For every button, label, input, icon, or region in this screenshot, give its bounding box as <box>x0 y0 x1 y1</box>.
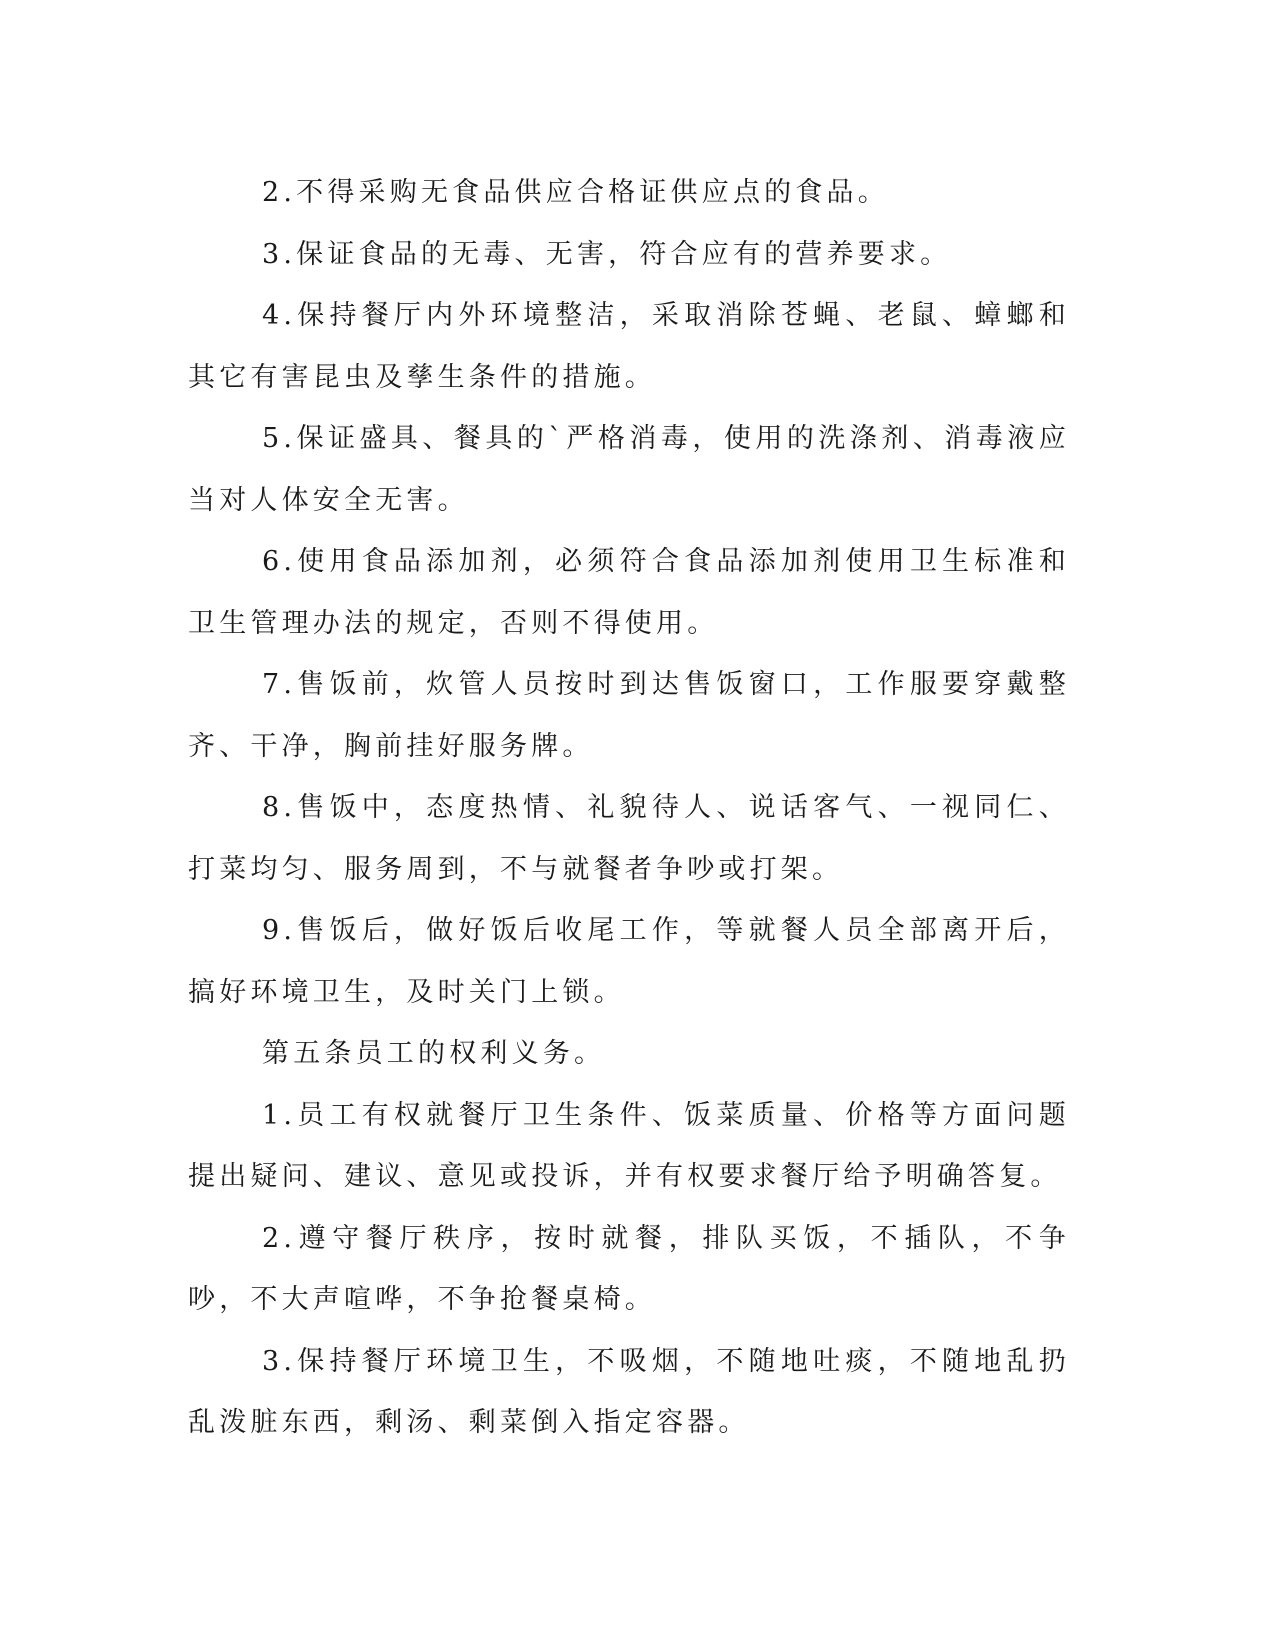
section-heading-article-5: 第五条员工的权利义务。 <box>262 1038 606 1069</box>
paragraph-rule-4: 4.保持餐厅内外环境整洁，采取消除苍蝇、老鼠、蟑螂和其它有害昆虫及孳生条件的措施。 <box>188 300 1070 393</box>
paragraph-duty-3: 3.保持餐厅环境卫生，不吸烟，不随地吐痰，不随地乱扔乱泼脏东西，剩汤、剩菜倒入指定容器。 <box>188 1345 1070 1438</box>
paragraph-rule-3: 3.保证食品的无毒、无害，符合应有的营养要求。 <box>262 238 952 270</box>
document-body <box>188 162 1070 1454</box>
paragraph-rule-5: 5.保证盛具、餐具的`严格消毒，使用的洗涤剂、消毒液应当对人体安全无害。 <box>188 423 1070 516</box>
paragraph-rule-7: 7.售饭前，炊管人员按时到达售饭窗口，工作服要穿戴整齐、干净，胸前挂好服务牌。 <box>188 669 1070 762</box>
paragraph-duty-2: 2.遵守餐厅秩序，按时就餐，排队买饭，不插队，不争吵，不大声喧哗，不争抢餐桌椅。 <box>188 1222 1070 1315</box>
paragraph-rule-9: 9.售饭后，做好饭后收尾工作，等就餐人员全部离开后，搞好环境卫生，及时关门上锁。 <box>188 915 1070 1008</box>
paragraph-rule-8: 8.售饭中，态度热情、礼貌待人、说话客气、一视同仁、打菜均匀、服务周到，不与就餐者争吵或打架。 <box>188 792 1070 885</box>
paragraph-duty-1: 1.员工有权就餐厅卫生条件、饭菜质量、价格等方面问题提出疑问、建议、意见或投诉，并有权要求餐厅给予明确答复。 <box>188 1099 1070 1192</box>
paragraph-rule-2: 2.不得采购无食品供应合格证供应点的食品。 <box>262 177 889 208</box>
paragraph-rule-6: 6.使用食品添加剂，必须符合食品添加剂使用卫生标准和卫生管理办法的规定，否则不得使用。 <box>188 546 1070 639</box>
